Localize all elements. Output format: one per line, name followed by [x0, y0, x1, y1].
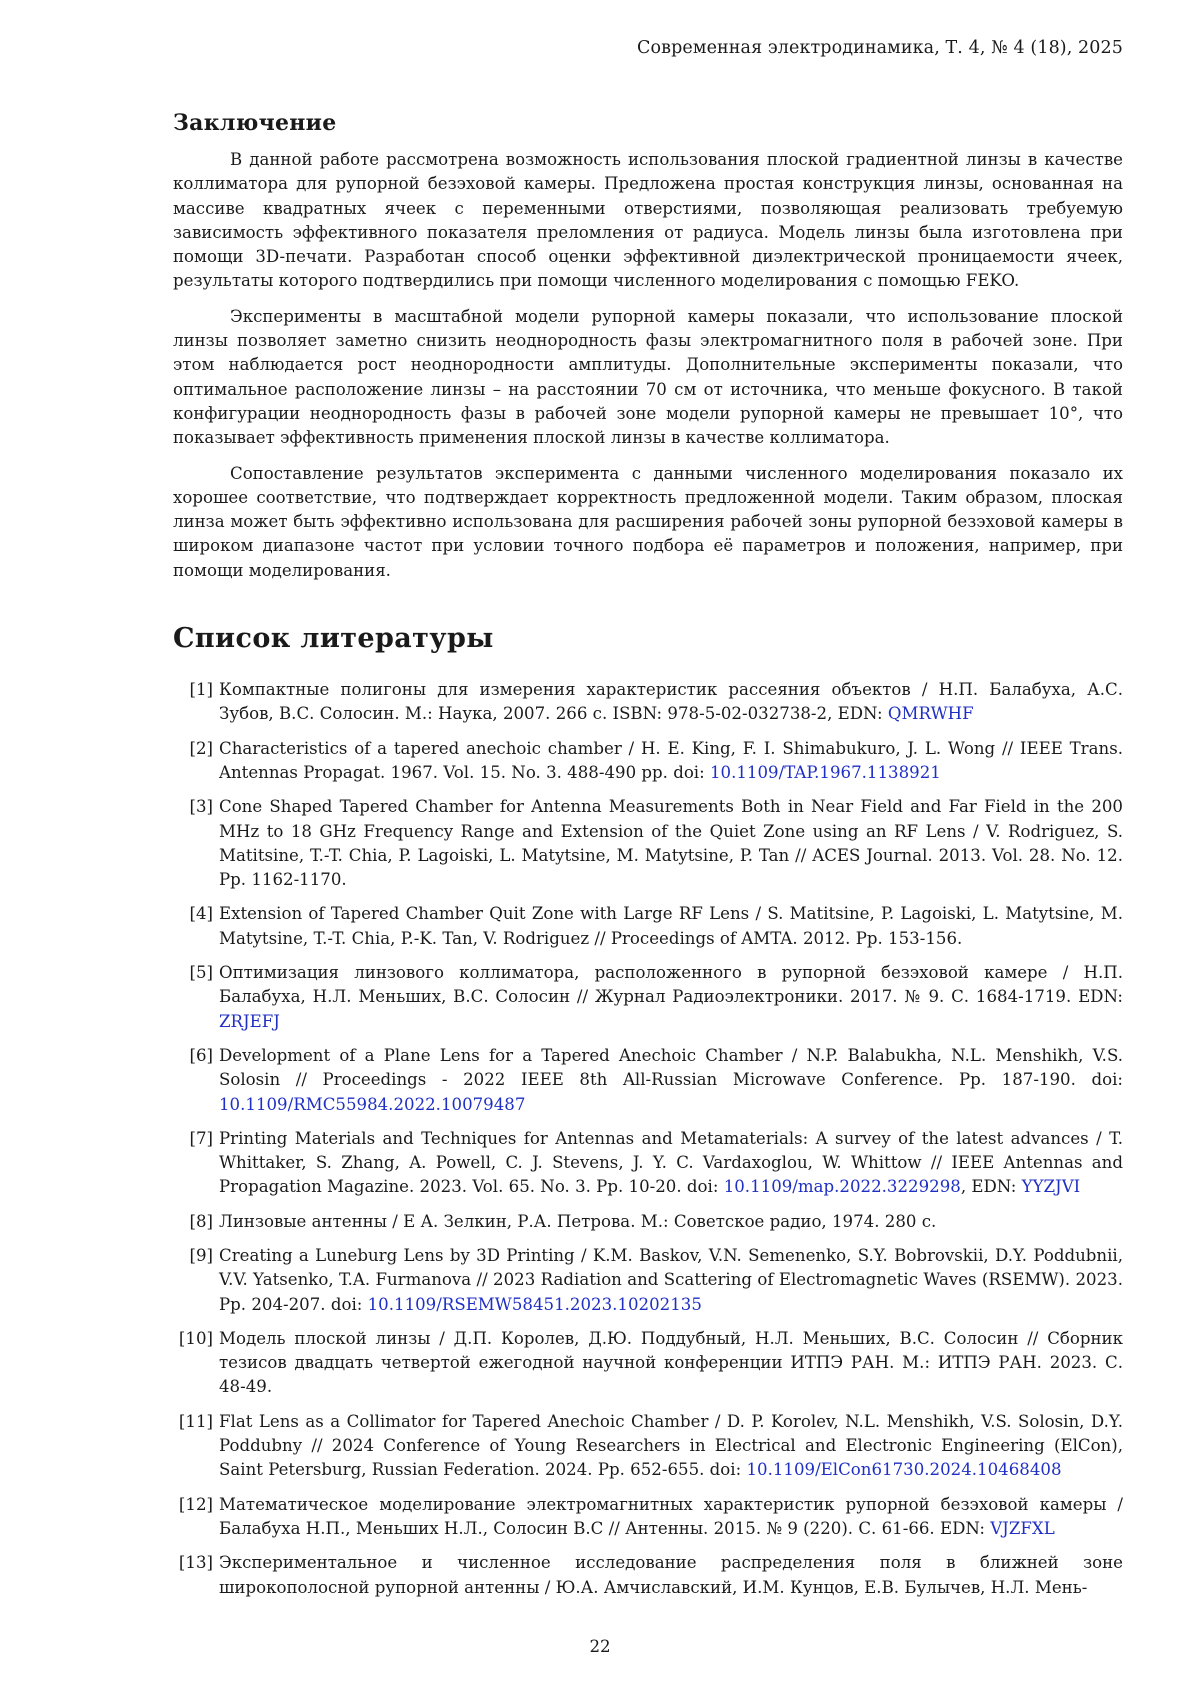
reference-item: [173, 961, 1123, 1034]
conclusion-paragraph: В данной работе рассмотрена возможность использования плоской градиентной линзы в качестве коллиматора для рупорной безэховой камеры. Предложена простая конструкция линзы, основанная на массиве квадратных ячеек с переменными отверстиями, позволяющая реализовать требуемую зависимость эффективного показателя преломления от радиуса. Модель линзы была изготовлена при помощи 3D-печати. Разработан способ оценки эффективной диэлектрической проницаемости ячеек, результаты которого подтвердились при помощи численного моделирования с помощью FEKO.: [173, 148, 1123, 294]
reference-item: [173, 1327, 1123, 1400]
reference-number: [1]: [173, 678, 219, 727]
reference-number: [6]: [173, 1044, 219, 1117]
reference-text: Printing Materials and Techniques for Antennas and Metamaterials: A survey of the latest advances / T. Whittaker, S. Zhang, A. Powell, C. J. Stevens, J. Y. C. Vardaxoglou, W. Whittow // IEEE Antennas and Propagation Magazine. 2023. Vol. 65. No. 3. Pp. 10-20. doi: 10.1109/map.2022.3229298, EDN: YYZJVI: [219, 1127, 1123, 1200]
reference-number: [7]: [173, 1127, 219, 1200]
journal-header: Современная электродинамика, Т. 4, № 4 (18), 2025: [637, 38, 1123, 58]
reference-number: [12]: [173, 1493, 219, 1542]
reference-item: [173, 1127, 1123, 1200]
reference-text: Оптимизация линзового коллиматора, расположенного в рупорной безэховой камере / Н.П. Балабуха, Н.Л. Меньших, В.С. Солосин // Журнал Радиоэлектроники. 2017. № 9. С. 1684-1719. EDN: ZRJEFJ: [219, 961, 1123, 1034]
reference-text: Creating a Luneburg Lens by 3D Printing / K.M. Baskov, V.N. Semenenko, S.Y. Bobrovskii, D.Y. Poddubnii, V.V. Yatsenko, T.A. Furmanova // 2023 Radiation and Scattering of Electromagnetic Waves (RSEMW). 2023. Pp. 204-207. doi: 10.1109/RSEMW58451.2023.10202135: [219, 1244, 1123, 1317]
reference-number: [2]: [173, 737, 219, 786]
reference-number: [13]: [173, 1551, 219, 1600]
reference-number: [11]: [173, 1410, 219, 1483]
reference-item: [173, 902, 1123, 951]
conclusion-paragraph: Эксперименты в масштабной модели рупорной камеры показали, что использование плоской линзы позволяет заметно снизить неоднородность фазы электромагнитного поля в рабочей зоне. При этом наблюдается рост неоднородности амплитуды. Дополнительные эксперименты показали, что оптимальное расположение линзы – на расстоянии 70 см от источника, что меньше фокусного. В такой конфигурации неоднородность фазы в рабочей зоне модели рупорной камеры не превышает 10°, что показывает эффективность применения плоской линзы в качестве коллиматора.: [173, 305, 1123, 451]
reference-item: [173, 1410, 1123, 1483]
reference-text: Characteristics of a tapered anechoic chamber / H. E. King, F. I. Shimabukuro, J. L. Wong // IEEE Trans. Antennas Propagat. 1967. Vol. 15. No. 3. 488-490 pp. doi: 10.1109/TAP.1967.1138921: [219, 737, 1123, 786]
reference-text: Математическое моделирование электромагнитных характеристик рупорной безэховой камеры / Балабуха Н.П., Меньших Н.Л., Солосин В.С // Антенны. 2015. № 9 (220). С. 61-66. EDN: VJZFXL: [219, 1493, 1123, 1542]
reference-number: [3]: [173, 795, 219, 892]
reference-item: [173, 795, 1123, 892]
reference-text: Модель плоской линзы / Д.П. Королев, Д.Ю. Поддубный, Н.Л. Меньших, В.С. Солосин // Сборник тезисов двадцать четвертой ежегодной научной конференции ИТПЭ РАН. М.: ИТПЭ РАН. 2023. С. 48-49.: [219, 1327, 1123, 1400]
reference-item: [173, 737, 1123, 786]
reference-text: Development of a Plane Lens for a Tapered Anechoic Chamber / N.P. Balabukha, N.L. Menshikh, V.S. Solosin // Proceedings - 2022 IEEE 8th All-Russian Microwave Conference. Pp. 187-190. doi: 10.1109/RMC55984.2022.10079487: [219, 1044, 1123, 1117]
reference-text: Компактные полигоны для измерения характеристик рассеяния объектов / Н.П. Балабуха, А.С. Зубов, В.С. Солосин. М.: Наука, 2007. 266 с. ISBN: 978-5-02-032738-2, EDN: QMRWHF: [219, 678, 1123, 727]
reference-number: [9]: [173, 1244, 219, 1317]
reference-text: Flat Lens as a Collimator for Tapered Anechoic Chamber / D. P. Korolev, N.L. Menshikh, V.S. Solosin, D.Y. Poddubny // 2024 Conference of Young Researchers in Electrical and Electronic Engineering (ElCon), Saint Petersburg, Russian Federation. 2024. Pp. 652-655. doi: 10.1109/ElCon61730.2024.10468408: [219, 1410, 1123, 1483]
edn-link[interactable]: VJZFXL: [990, 1519, 1055, 1538]
reference-text: Extension of Tapered Chamber Quit Zone with Large RF Lens / S. Matitsine, P. Lagoiski, L. Matytsine, M. Matytsine, T.-T. Chia, P.-K. Tan, V. Rodriguez // Proceedings of AMTA. 2012. Pp. 153-156.: [219, 902, 1123, 951]
doi-link[interactable]: 10.1109/RMC55984.2022.10079487: [219, 1095, 525, 1114]
reference-item: [173, 1210, 1123, 1234]
reference-number: [5]: [173, 961, 219, 1034]
page-content: [173, 110, 1123, 1610]
doi-link[interactable]: 10.1109/ElCon61730.2024.10468408: [746, 1460, 1061, 1479]
reference-text: Cone Shaped Tapered Chamber for Antenna Measurements Both in Near Field and Far Field in the 200 MHz to 18 GHz Frequency Range and Extension of the Quiet Zone using an RF Lens / V. Rodriguez, S. Matitsine, T.-T. Chia, P. Lagoiski, L. Matytsine, M. Matytsine, P. Tan // ACES Journal. 2013. Vol. 28. No. 12. Pp. 1162-1170.: [219, 795, 1123, 892]
edn-link[interactable]: YYZJVI: [1022, 1177, 1081, 1196]
reference-text: Экспериментальное и численное исследование распределения поля в ближней зоне широкополосной рупорной антенны / Ю.А. Амчиславский, И.М. Кунцов, Е.В. Булычев, Н.Л. Мень-: [219, 1551, 1123, 1600]
reference-item: [173, 1044, 1123, 1117]
reference-number: [4]: [173, 902, 219, 951]
page-number: 22: [0, 1637, 1200, 1656]
conclusion-paragraph: Сопоставление результатов эксперимента с данными численного моделирования показало их хорошее соответствие, что подтверждает корректность предложенной модели. Таким образом, плоская линза может быть эффективно использована для расширения рабочей зоны рупорной безэховой камеры в широком диапазоне частот при условии точного подбора её параметров и положения, например, при помощи моделирования.: [173, 462, 1123, 583]
reference-number: [8]: [173, 1210, 219, 1234]
reference-item: [173, 678, 1123, 727]
reference-number: [10]: [173, 1327, 219, 1400]
reference-item: [173, 1493, 1123, 1542]
conclusion-heading: Заключение: [173, 110, 1123, 136]
reference-item: [173, 1551, 1123, 1600]
reference-text: Линзовые антенны / Е А. Зелкин, Р.А. Петрова. М.: Советское радио, 1974. 280 с.: [219, 1210, 1123, 1234]
reference-item: [173, 1244, 1123, 1317]
references-heading: Список литературы: [173, 623, 1123, 654]
doi-link[interactable]: 10.1109/map.2022.3229298: [724, 1177, 961, 1196]
edn-link[interactable]: QMRWHF: [888, 704, 974, 723]
doi-link[interactable]: 10.1109/RSEMW58451.2023.10202135: [368, 1295, 702, 1314]
reference-list: [173, 678, 1123, 1600]
edn-link[interactable]: ZRJEFJ: [219, 1012, 280, 1031]
doi-link[interactable]: 10.1109/TAP.1967.1138921: [710, 763, 941, 782]
